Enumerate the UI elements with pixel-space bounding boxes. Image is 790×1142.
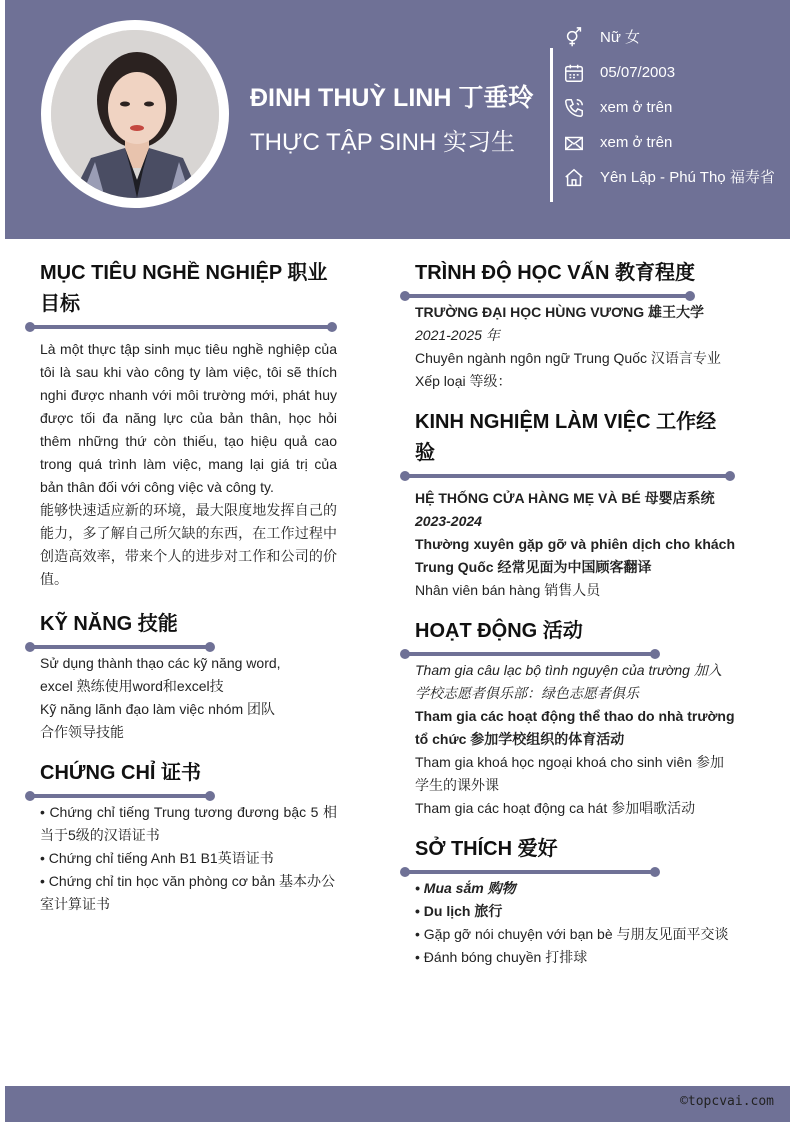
activity-item: Tham gia các hoạt động ca hát 参加唱歌活动 [415, 800, 696, 816]
skill-line: 合作领导技能 [40, 724, 124, 740]
info-birthday: 05/07/2003 [563, 61, 783, 85]
hobby-item: • Gặp gỡ nói chuyện với bạn bè 与朋友见面平交谈 [415, 926, 729, 942]
certificate-item: • Chứng chỉ tin học văn phòng cơ bản 基本办公室计算证书 [40, 873, 336, 912]
section-title: KINH NGHIỆM LÀM VIỆC 工作经验 [415, 411, 717, 464]
section-objective [25, 258, 337, 591]
gender-icon [563, 27, 585, 49]
section-divider [25, 642, 215, 652]
section-hobbies [400, 834, 660, 877]
hobby-item: • Mua sắm 购物 [415, 880, 516, 896]
activities-list [400, 659, 735, 820]
section-title: KỸ NĂNG 技能 [40, 613, 178, 635]
section-skills [25, 609, 215, 652]
section-experience [400, 407, 735, 602]
certificate-item: • Chứng chỉ tiếng Trung tương đương bậc 5 相当于5级的汉语证书 [40, 804, 337, 843]
section-title: SỞ THÍCH 爱好 [415, 838, 558, 860]
right-column [400, 258, 735, 983]
education-period: 2021-2025 年 [415, 327, 500, 343]
header-divider [550, 48, 553, 202]
activity-item: Tham gia khoá học ngoại khoá cho sinh viên 参加学生的课外课 [415, 754, 724, 793]
info-email: xem ở trên [563, 131, 783, 155]
skill-line: Sử dụng thành thạo các kỹ năng word, [40, 655, 281, 671]
company-name: HỆ THỐNG CỬA HÀNG MẸ VÀ BÉ 母婴店系统 [415, 490, 715, 506]
skill-line: excel 熟练使用word和excel技 [40, 678, 224, 694]
info-address: Yên Lập - Phú Thọ 福寿省 [563, 166, 783, 190]
skill-line: Kỹ năng lãnh đạo làm việc nhóm 团队 [40, 701, 276, 717]
avatar [51, 30, 219, 198]
section-activities [400, 616, 660, 659]
section-title: TRÌNH ĐỘ HỌC VẤN 教育程度 [415, 262, 695, 284]
section-title: HOẠT ĐỘNG 活动 [415, 620, 583, 642]
objective-zh: 能够快速适应新的环境，最大限度地发挥自己的能力，多了解自己所欠缺的东西，在工作过程中创造高效率，带来个人的进步对工作和公司的价值。 [40, 502, 337, 587]
activity-item: Tham gia câu lạc bộ tình nguyện của trường 加入学校志愿者俱乐部：绿色志愿者俱乐 [415, 662, 722, 701]
section-education [400, 258, 695, 301]
education-major: Chuyên ngành ngôn ngữ Trung Quốc 汉语言专业 [415, 350, 721, 366]
contact-info [563, 26, 783, 201]
info-gender: Nữ 女 [563, 26, 783, 50]
section-title: MỤC TIÊU NGHỀ NGHIỆP 职业目标 [40, 262, 328, 315]
watermark: ©topcvai.com [680, 1094, 774, 1109]
certificates-list [25, 801, 337, 916]
cv-page [5, 0, 790, 1142]
cv-header [5, 0, 790, 239]
email-icon [563, 132, 585, 154]
section-divider [400, 649, 660, 659]
section-divider [25, 322, 337, 332]
section-certificates [25, 758, 215, 801]
hobby-item: • Du lịch 旅行 [415, 903, 503, 919]
section-divider [25, 791, 215, 801]
experience-period: 2023-2024 [415, 513, 482, 529]
candidate-name: ĐINH THUỲ LINH 丁垂玲 [250, 84, 534, 112]
info-phone: xem ở trên [563, 96, 783, 120]
education-details [400, 301, 735, 393]
experience-role: Nhân viên bán hàng 销售人员 [415, 582, 601, 598]
education-rank: Xếp loại 等级： [415, 373, 512, 389]
profile-photo [51, 30, 219, 198]
cv-footer [5, 1086, 790, 1122]
certificate-item: • Chứng chỉ tiếng Anh B1 B1英语证书 [40, 850, 274, 866]
calendar-icon [563, 62, 585, 84]
hobby-item: • Đánh bóng chuyền 打排球 [415, 949, 588, 965]
section-title: CHỨNG CHỈ 证书 [40, 762, 202, 784]
skills-list [25, 652, 337, 744]
activity-item: Tham gia các hoạt động thể thao do nhà trường tổ chức 参加学校组织的体育活动 [415, 708, 735, 747]
left-column [25, 258, 337, 930]
section-divider [400, 471, 735, 481]
objective-vi: Là một thực tập sinh mục tiêu nghề nghiệp của tôi là sau khi vào công ty làm việc, tôi sẽ thích nghi được nhanh với môi trường mới, phát huy được tối đa năng lực của bản thân, học hỏi thêm những thứ còn thiếu, tạo hiệu quả cao trong quá trình làm việc, mang lại giá trị của bản thân đối với công việc và công ty. [40, 341, 337, 495]
experience-duty: Thường xuyên gặp gỡ và phiên dịch cho khách Trung Quốc 经常见面为中国顾客翻译 [415, 536, 735, 575]
section-divider [400, 291, 695, 301]
home-icon [563, 167, 585, 189]
avatar-frame [41, 20, 229, 208]
phone-icon [563, 97, 585, 119]
school-name: TRƯỜNG ĐẠI HỌC HÙNG VƯƠNG 雄王大学 [415, 304, 705, 320]
hobbies-list [400, 877, 735, 969]
candidate-position: THỰC TẬP SINH 实习生 [250, 129, 515, 156]
section-divider [400, 867, 660, 877]
